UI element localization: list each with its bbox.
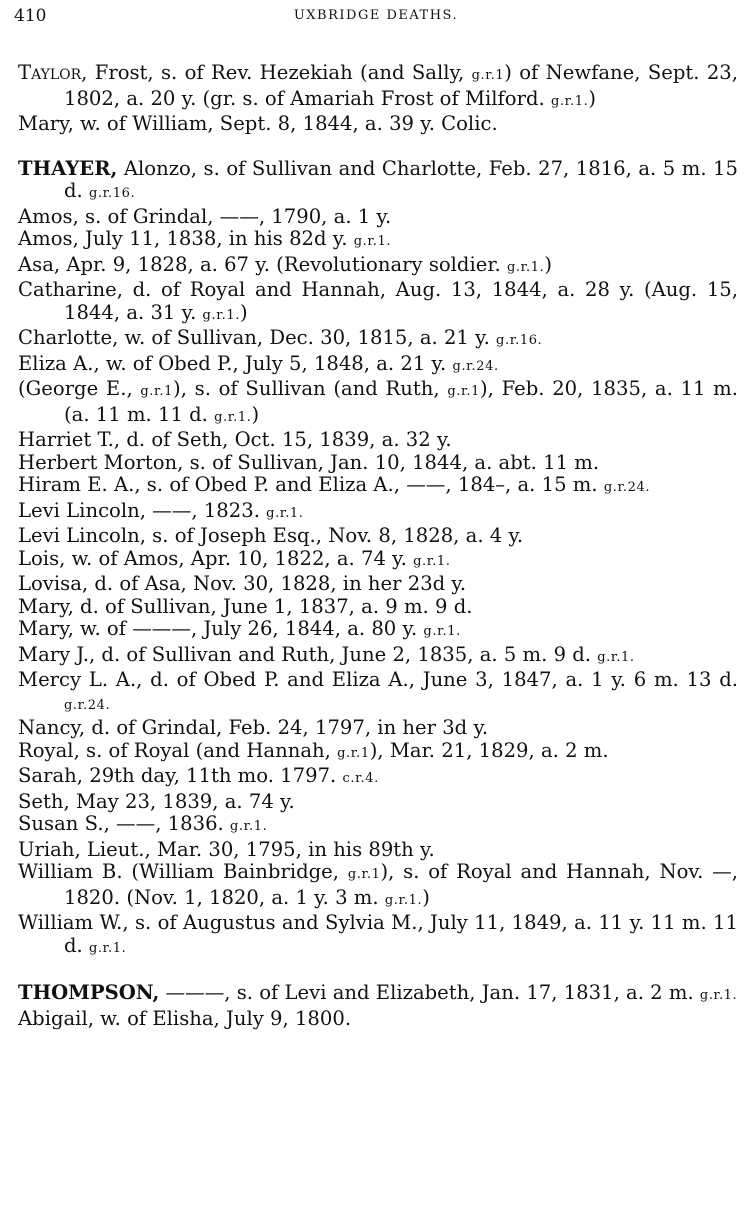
entry-text: Mary, w. of ———, July 26, 1844, a. 80 y. (18, 617, 424, 640)
entry-text: Herbert Morton, s. of Sullivan, Jan. 10, 1844, a. abt. 11 m. (18, 450, 600, 474)
entry-text: (George E., (18, 377, 141, 400)
death-entry (0, 740, 752, 766)
running-title: UXBRIDGE DEATHS. (293, 8, 459, 23)
entry-text: William B. (William Bainbridge, (18, 860, 348, 883)
entry-text: Nancy, d. of Grindal, Feb. 24, 1797, in her 3d y. (18, 716, 489, 739)
record-citation: g.r.1. (423, 624, 461, 639)
entry-list (0, 62, 752, 1030)
entry-text: Alonzo, s. of Sullivan and Charlotte, Feb. 27, 1816, a. 5 m. 15 d. (64, 156, 738, 202)
surname: THAYER, (18, 156, 118, 180)
entry-text: Mary J., d. of Sullivan and Ruth, June 2, 1835, a. 5 m. 9 d. (18, 642, 598, 666)
death-entry (0, 861, 752, 912)
record-citation: g.r.1. (507, 259, 545, 275)
entry-text: Levi Lincoln, s. of Joseph Esq., Nov. 8, 1828, a. 4 y. (18, 524, 524, 547)
entry-text: Susan S., ——, 1836. (18, 812, 231, 835)
entry-text: ) (544, 252, 553, 276)
entry-text: ), Mar. 21, 1829, a. 2 m. (369, 738, 609, 762)
record-citation: g.r.1 (140, 384, 174, 399)
death-entry (0, 327, 752, 353)
entry-text: Lovisa, d. of Asa, Nov. 30, 1828, in her 23d y. (18, 572, 467, 595)
death-entry (0, 1008, 752, 1031)
entry-text: Harriet T., d. of Seth, Oct. 15, 1839, a. 32 y. (18, 428, 452, 451)
death-entry (0, 573, 752, 596)
record-citation: g.r.24. (452, 358, 499, 374)
entry-text: ———, s. of Levi and Elizabeth, Jan. 17, 1831, a. 2 m. (159, 981, 700, 1004)
record-citation: g.r.1. (202, 307, 240, 323)
entry-text: ), s. of Royal and Hannah, Nov. —, 1820. (Nov. 1, 1820, a. 1 y. 3 m. (64, 860, 739, 909)
page-header (14, 6, 738, 30)
surname: Taylor (18, 61, 82, 84)
death-entry (0, 813, 752, 839)
record-citation: g.r.1. (699, 988, 738, 1003)
entry-text: Uriah, Lieut., Mar. 30, 1795, in his 89th y. (18, 837, 435, 861)
entry-text: Levi Lincoln, ——, 1823. (18, 498, 267, 522)
death-entry (0, 452, 752, 475)
death-entry (0, 669, 752, 717)
record-citation: g.r.24. (603, 480, 651, 495)
death-entry (0, 525, 752, 548)
record-citation: g.r.1 (447, 384, 481, 399)
death-entry (0, 982, 752, 1008)
section-gap (0, 960, 752, 982)
entry-text: Abigail, w. of Elisha, July 9, 1800. (18, 1006, 352, 1030)
record-citation: c.r.4. (342, 771, 379, 786)
record-citation: g.r.1. (597, 649, 635, 665)
record-citation: g.r.1 (347, 867, 381, 882)
death-entry (0, 912, 752, 960)
record-citation: g.r.1. (353, 234, 392, 249)
record-citation: g.r.1. (266, 505, 304, 521)
entry-text: Royal, s. of Royal (and Hannah, (18, 738, 338, 762)
entry-text: ) (422, 885, 430, 909)
death-entry (0, 596, 752, 619)
death-entry (0, 62, 752, 113)
entry-text: Eliza A., w. of Obed P., July 5, 1848, a. 21 y. (18, 351, 453, 375)
death-entry (0, 279, 752, 327)
entry-text: ) of Newfane, Sept. 23, 1802, a. 20 y. (gr. s. of Amariah Frost of Milford. (64, 61, 738, 110)
entry-text: William W., s. of Augustus and Sylvia M., July 11, 1849, a. 11 y. 11 m. 11 d. (18, 911, 738, 957)
entry-text: Seth, May 23, 1839, a. 74 y. (18, 789, 295, 813)
record-citation: g.r.1. (550, 93, 589, 109)
death-entry (0, 378, 752, 429)
page-number: 410 (14, 6, 47, 26)
record-citation: g.r.1. (214, 409, 252, 425)
death-entry (0, 644, 752, 670)
entry-text: Amos, s. of Grindal, ——, 1790, a. 1 y. (18, 204, 392, 228)
record-citation: g.r.1. (384, 892, 423, 908)
entry-text: Asa, Apr. 9, 1828, a. 67 y. (Revolutionary soldier. (18, 252, 508, 276)
death-entry (0, 548, 752, 574)
entry-text: Hiram E. A., s. of Obed P. and Eliza A., ——, 184–, a. 15 m. (18, 473, 604, 496)
entry-text: Lois, w. of Amos, Apr. 10, 1822, a. 74 y. (18, 546, 414, 570)
surname: THOMPSON, (18, 981, 160, 1004)
entry-text: Sarah, 29th day, 11th mo. 1797. (18, 764, 343, 787)
entry-text: Mercy L. A., d. of Obed P. and Eliza A., June 3, 1847, a. 1 y. 6 m. 13 d. (18, 668, 738, 691)
death-entry (0, 113, 752, 136)
death-entry (0, 500, 752, 526)
death-entry (0, 839, 752, 862)
record-citation: g.r.24. (64, 697, 111, 713)
entry-text: ) (239, 300, 248, 324)
death-entry (0, 791, 752, 814)
record-citation: g.r.16. (89, 186, 136, 201)
entry-text: Mary, d. of Sullivan, June 1, 1837, a. 9 m. 9 d. (18, 594, 473, 618)
entry-text: Charlotte, w. of Sullivan, Dec. 30, 1815, a. 21 y. (18, 326, 497, 349)
entry-text: ) (588, 86, 597, 110)
death-entry (0, 158, 752, 206)
record-citation: g.r.1 (337, 745, 370, 761)
entry-text: ), Feb. 20, 1835, a. 11 m. (a. 11 m. 11 d. (64, 377, 738, 426)
death-entry (0, 717, 752, 740)
record-citation: g.r.1 (471, 68, 505, 83)
death-entry (0, 254, 752, 280)
entry-text: , Frost, s. of Rev. Hezekiah (and Sally, (81, 61, 472, 84)
death-entry (0, 206, 752, 229)
death-entry (0, 353, 752, 379)
death-entry (0, 429, 752, 452)
death-entry (0, 474, 752, 500)
record-citation: g.r.1. (230, 819, 268, 834)
death-entry (0, 765, 752, 791)
entry-text: Amos, July 11, 1838, in his 82d y. (18, 227, 354, 250)
entry-text: Catharine, d. of Royal and Hannah, Aug. 13, 1844, a. 28 y. (Aug. 15, 1844, a. 31 y. (18, 278, 738, 324)
record-citation: g.r.1. (89, 940, 127, 956)
record-citation: g.r.1. (413, 553, 451, 569)
record-citation: g.r.16. (496, 333, 543, 348)
death-entry (0, 228, 752, 254)
death-entry (0, 618, 752, 644)
entry-text: Mary, w. of William, Sept. 8, 1844, a. 39 y. Colic. (18, 112, 498, 135)
entry-text: ) (251, 402, 260, 426)
section-gap (0, 136, 752, 158)
entry-text: ), s. of Sullivan (and Ruth, (173, 377, 448, 400)
